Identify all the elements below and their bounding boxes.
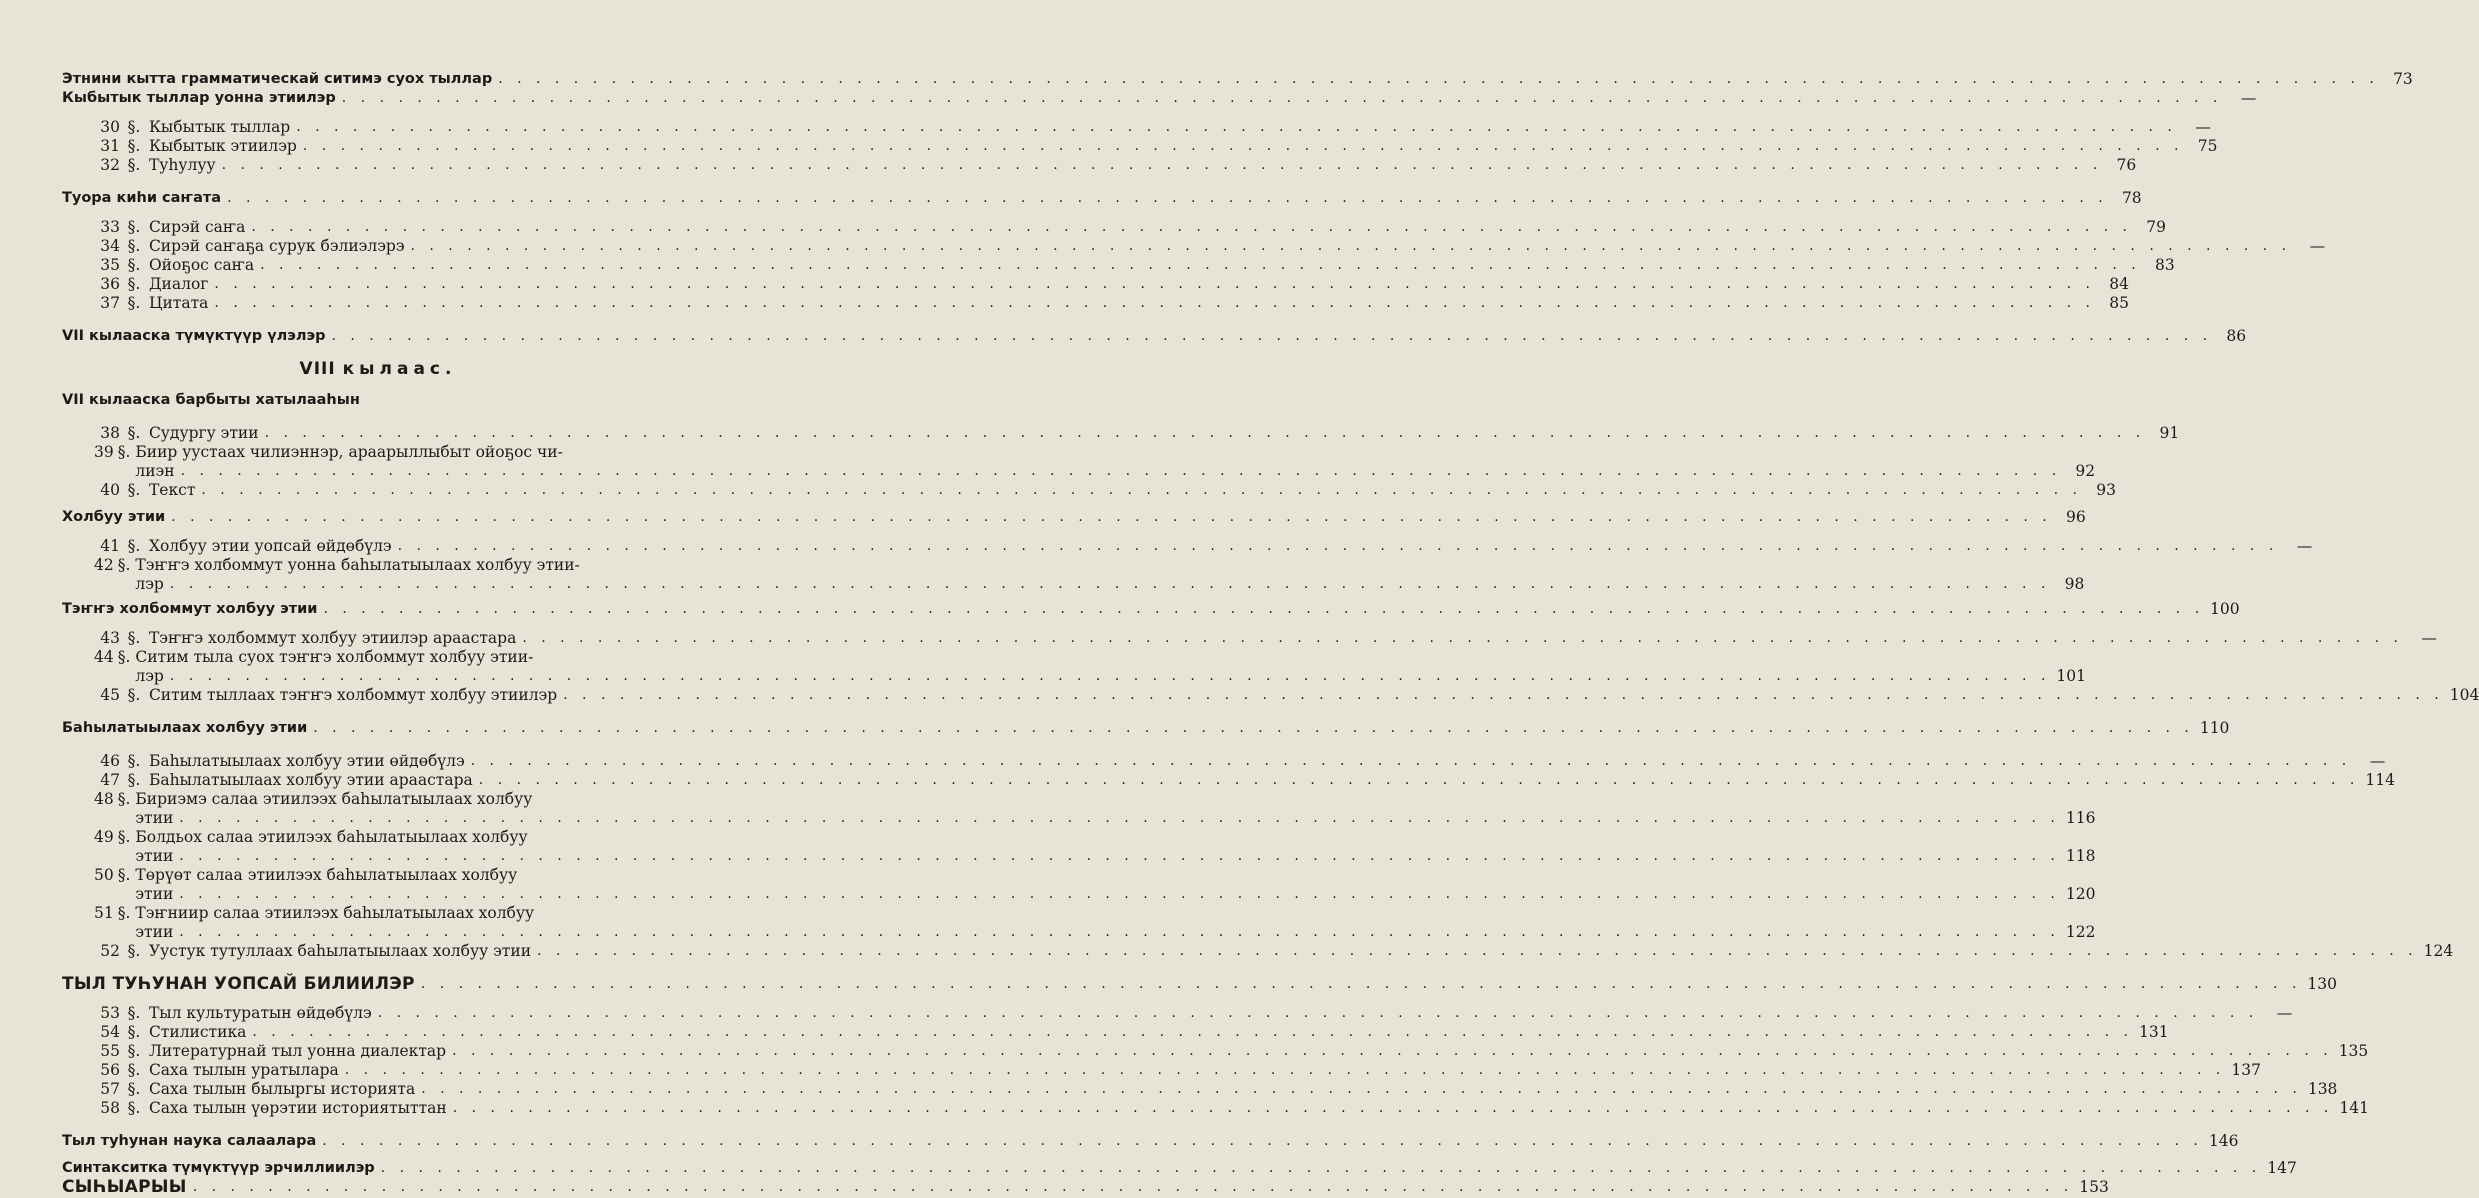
dot-leader xyxy=(193,1178,2074,1197)
paragraph-sign: §. xyxy=(117,556,131,574)
paragraph-number: 39 xyxy=(94,443,114,461)
entry-page: 153 xyxy=(2079,1178,2109,1196)
paragraph-number: 56 xyxy=(100,1061,120,1079)
paragraph-page: 83 xyxy=(2155,256,2175,274)
dot-leader xyxy=(479,771,2360,790)
entry-title: Этнини кытта грамматическай ситимэ суох тыллар xyxy=(62,71,493,87)
paragraph-sign: §. xyxy=(127,237,141,255)
entry-page: 78 xyxy=(2121,189,2142,207)
toc-paragraph xyxy=(62,648,2086,686)
entry-title: Туора киһи саҥата xyxy=(62,190,222,206)
toc-paragraph xyxy=(62,237,2326,256)
dot-leader xyxy=(201,481,2082,500)
dot-leader xyxy=(179,923,2060,942)
table-of-contents xyxy=(62,70,2479,1197)
paragraph-sign: §. xyxy=(127,1042,141,1060)
toc-entry xyxy=(62,1159,2297,1178)
paragraph-sign: §. xyxy=(127,1023,141,1041)
toc-entry xyxy=(62,70,2413,89)
paragraph-title-line2: этии xyxy=(135,809,174,827)
toc-entry xyxy=(62,1132,2239,1151)
dot-leader xyxy=(378,1004,2259,1023)
entry-page: 130 xyxy=(2307,975,2337,993)
paragraph-sign: §. xyxy=(127,118,141,136)
paragraph-sign: §. xyxy=(117,648,131,666)
paragraph-number: 51 xyxy=(94,904,114,922)
paragraph-title: Диалог xyxy=(148,275,209,293)
paragraph-page: 141 xyxy=(2339,1099,2369,1117)
dot-leader xyxy=(265,424,2146,443)
toc-paragraph xyxy=(62,218,2166,237)
toc-paragraph xyxy=(62,752,2386,771)
paragraph-number: 47 xyxy=(100,771,120,789)
entry-page: — xyxy=(2240,89,2257,107)
paragraph-title: Кыбытык тыллар xyxy=(148,118,291,136)
paragraph-page: 93 xyxy=(2096,481,2116,499)
toc-entry xyxy=(62,974,2337,994)
chapter-number: VIII xyxy=(299,359,336,379)
paragraph-page: 138 xyxy=(2307,1080,2338,1098)
paragraph-sign: §. xyxy=(127,686,141,704)
paragraph-sign: §. xyxy=(117,790,131,808)
toc-paragraph xyxy=(62,156,2137,175)
paragraph-title-line2: лэр xyxy=(135,575,164,593)
paragraph-page: 91 xyxy=(2159,424,2180,442)
paragraph-sign: §. xyxy=(127,771,141,789)
paragraph-title: Ситим тыллаах тэҥҥэ холбоммут холбуу этиилэр xyxy=(148,686,558,704)
paragraph-sign: §. xyxy=(117,828,131,846)
dot-leader xyxy=(170,667,2051,686)
entry-title: Синтакситка түмүктүүр эрчиллиилэр xyxy=(62,1160,375,1176)
paragraph-page: 135 xyxy=(2338,1042,2369,1060)
paragraph-number: 31 xyxy=(100,137,120,155)
paragraph-page: 118 xyxy=(2065,847,2096,865)
dot-leader xyxy=(398,537,2279,556)
entry-title: Кыбытык тыллар уонна этиилэр xyxy=(62,90,336,106)
paragraph-sign: §. xyxy=(127,752,141,770)
toc-paragraph xyxy=(62,424,2180,443)
paragraph-title: Сирэй саҥаҕа сурук бэлиэлэрэ xyxy=(148,237,405,255)
paragraph-number: 50 xyxy=(94,866,114,884)
paragraph-page: 92 xyxy=(2075,462,2096,480)
paragraph-title: Саха тылын былыргы историята xyxy=(148,1080,416,1098)
toc-paragraph xyxy=(62,790,2096,828)
paragraph-page: 75 xyxy=(2197,137,2218,155)
paragraph-title: Судургу этии xyxy=(148,424,259,442)
dot-leader xyxy=(453,1099,2334,1118)
paragraph-number: 55 xyxy=(100,1042,120,1060)
paragraph-title: Литературнай тыл уонна диалектар xyxy=(148,1042,447,1060)
paragraph-title: Ойоҕос саҥа xyxy=(148,256,255,274)
paragraph-page: 137 xyxy=(2231,1061,2261,1079)
paragraph-page: — xyxy=(2309,237,2326,255)
paragraph-sign: §. xyxy=(127,218,141,236)
toc-entry xyxy=(62,600,2240,619)
paragraph-page: 114 xyxy=(2365,771,2395,789)
dot-leader xyxy=(303,137,2184,156)
paragraph-title: Цитата xyxy=(148,294,209,312)
paragraph-number: 49 xyxy=(94,828,114,846)
toc-paragraph xyxy=(62,275,2130,294)
paragraph-sign: §. xyxy=(127,1080,141,1098)
paragraph-page: 98 xyxy=(2064,575,2085,593)
paragraph-title: Стилистика xyxy=(148,1023,247,1041)
toc-paragraph xyxy=(62,828,2096,866)
paragraph-sign: §. xyxy=(127,137,141,155)
paragraph-number: 30 xyxy=(100,118,120,136)
toc-paragraph xyxy=(62,1080,2338,1099)
paragraph-number: 33 xyxy=(100,218,120,236)
paragraph-page: 101 xyxy=(2056,667,2086,685)
paragraph-sign: §. xyxy=(127,481,141,499)
toc-paragraph xyxy=(62,256,2175,275)
paragraph-title: Уустук тутуллаах баһылатыылаах холбуу этии xyxy=(148,942,532,960)
paragraph-sign: §. xyxy=(127,1004,141,1022)
paragraph-sign: §. xyxy=(127,275,141,293)
toc-paragraph xyxy=(62,294,2130,313)
dot-leader xyxy=(498,70,2379,89)
paragraph-sign: §. xyxy=(117,904,131,922)
dot-leader xyxy=(563,686,2444,705)
paragraph-sign: §. xyxy=(117,866,131,884)
paragraph-title-line1: Болдьох салаа этиилээх баһылатыылаах холбуу xyxy=(135,828,528,846)
toc-paragraph xyxy=(62,771,2395,790)
dot-leader xyxy=(452,1042,2333,1061)
paragraph-number: 43 xyxy=(100,629,120,647)
toc-paragraph xyxy=(62,556,2085,594)
dot-leader xyxy=(537,942,2418,961)
paragraph-number: 40 xyxy=(100,481,120,499)
entry-page: 100 xyxy=(2210,600,2240,618)
toc-paragraph xyxy=(62,1042,2369,1061)
dot-leader xyxy=(471,752,2352,771)
paragraph-sign: §. xyxy=(117,443,131,461)
dot-leader xyxy=(179,885,2060,904)
paragraph-page: 79 xyxy=(2146,218,2166,236)
paragraph-sign: §. xyxy=(127,256,141,274)
paragraph-number: 35 xyxy=(100,256,120,274)
dot-leader xyxy=(251,218,2132,237)
dot-leader xyxy=(322,1132,2203,1151)
toc-entry xyxy=(62,508,2086,527)
paragraph-number: 32 xyxy=(100,156,120,174)
paragraph-title: Саха тылын үөрэтии историятыттан xyxy=(148,1099,447,1117)
dot-leader xyxy=(522,629,2403,648)
paragraph-title: Саха тылын уратылара xyxy=(148,1061,339,1079)
paragraph-sign: §. xyxy=(127,424,141,442)
toc-entry xyxy=(62,1177,2109,1197)
toc-paragraph xyxy=(62,137,2218,156)
paragraph-number: 37 xyxy=(100,294,120,312)
entry-page: 110 xyxy=(2199,719,2230,737)
paragraph-title-line2: этии xyxy=(135,847,174,865)
dot-leader xyxy=(179,847,2060,866)
entry-title: Баһылатыылаах холбуу этии xyxy=(62,720,308,736)
paragraph-number: 36 xyxy=(100,275,120,293)
toc-paragraph xyxy=(62,1099,2369,1118)
toc-paragraph xyxy=(62,118,2211,137)
paragraph-number: 57 xyxy=(100,1080,120,1098)
toc-paragraph xyxy=(62,443,2096,481)
paragraph-number: 58 xyxy=(100,1099,120,1117)
toc-paragraph xyxy=(62,1023,2169,1042)
entry-title: Тэҥҥэ холбоммут холбуу этии xyxy=(62,601,318,617)
toc-paragraph xyxy=(62,481,2116,500)
paragraph-title: Текст xyxy=(148,481,196,499)
toc-paragraph xyxy=(62,866,2096,904)
entry-title: VII кылааска барбыты хатылааһын xyxy=(62,392,360,408)
chapter-word: кылаас. xyxy=(342,359,457,379)
paragraph-number: 48 xyxy=(94,790,114,808)
dot-leader xyxy=(411,237,2292,256)
paragraph-number: 54 xyxy=(100,1023,120,1041)
dot-leader xyxy=(342,89,2223,108)
dot-leader xyxy=(214,294,2095,313)
toc-entry xyxy=(62,327,2247,346)
toc-paragraph xyxy=(62,942,2454,961)
toc-entry xyxy=(62,189,2142,208)
paragraph-page: 84 xyxy=(2109,275,2130,293)
paragraph-title-line2: этии xyxy=(135,923,174,941)
paragraph-page: 104 xyxy=(2449,686,2479,704)
toc-entry xyxy=(62,89,2257,108)
paragraph-title-line1: Тэҥниир салаа этиилээх баһылатыылаах холбуу xyxy=(135,904,535,922)
paragraph-page: — xyxy=(2296,537,2313,555)
entry-title: ТЫЛ ТУҺУНАН УОПСАЙ БИЛИИЛЭР xyxy=(62,974,415,994)
paragraph-number: 45 xyxy=(100,686,120,704)
toc-entry xyxy=(62,719,2230,738)
paragraph-sign: §. xyxy=(127,629,141,647)
paragraph-page: 122 xyxy=(2065,923,2096,941)
paragraph-page: 76 xyxy=(2116,156,2137,174)
dot-leader xyxy=(260,256,2141,275)
toc-paragraph xyxy=(62,537,2313,556)
entry-title: СЫҺЫАРЫЫ xyxy=(62,1177,187,1197)
entry-title: Тыл туһунан наука салаалара xyxy=(62,1133,317,1149)
dot-leader xyxy=(252,1023,2133,1042)
toc-paragraph xyxy=(62,686,2479,705)
dot-leader xyxy=(323,600,2204,619)
dot-leader xyxy=(381,1159,2262,1178)
dot-leader xyxy=(421,1080,2302,1099)
paragraph-title: Тыл культуратын өйдөбүлэ xyxy=(148,1004,372,1022)
paragraph-title: Баһылатыылаах холбуу этии араастара xyxy=(148,771,473,789)
paragraph-page: 131 xyxy=(2139,1023,2169,1041)
dot-leader xyxy=(181,462,2062,481)
dot-leader xyxy=(171,508,2052,527)
dot-leader xyxy=(170,575,2051,594)
dot-leader xyxy=(227,189,2108,208)
paragraph-sign: §. xyxy=(127,1099,141,1117)
paragraph-page: — xyxy=(2421,629,2437,647)
paragraph-page: — xyxy=(2369,752,2386,770)
paragraph-title-line1: Ситим тыла суох тэҥҥэ холбоммут холбуу этии- xyxy=(135,648,534,666)
dot-leader xyxy=(214,275,2095,294)
toc-paragraph xyxy=(62,1061,2261,1080)
paragraph-number: 44 xyxy=(94,648,114,666)
paragraph-title-line1: Тэҥҥэ холбоммут уонна баһылатыылаах холбуу этии- xyxy=(135,556,580,574)
paragraph-number: 53 xyxy=(100,1004,120,1022)
dot-leader xyxy=(222,156,2103,175)
entry-page: 146 xyxy=(2208,1132,2239,1150)
paragraph-sign: §. xyxy=(127,1061,141,1079)
paragraph-title: Сирэй саҥа xyxy=(148,218,246,236)
paragraph-page: 85 xyxy=(2109,294,2130,312)
entry-page: 96 xyxy=(2066,508,2086,526)
paragraph-number: 38 xyxy=(100,424,120,442)
paragraph-page: — xyxy=(2195,118,2211,136)
paragraph-number: 52 xyxy=(100,942,120,960)
paragraph-sign: §. xyxy=(127,537,141,555)
paragraph-title: Баһылатыылаах холбуу этии өйдөбүлэ xyxy=(148,752,465,770)
entry-title: VII кылааска түмүктүүр үлэлэр xyxy=(62,328,326,344)
paragraph-sign: §. xyxy=(127,942,141,960)
paragraph-title-line1: Биир уустаах чилиэннэр, араарыллыбыт ойоҕос чи- xyxy=(135,443,563,461)
paragraph-title-line2: лэр xyxy=(135,667,164,685)
dot-leader xyxy=(345,1061,2226,1080)
paragraph-page: — xyxy=(2276,1004,2293,1022)
paragraph-number: 34 xyxy=(100,237,120,255)
dot-leader xyxy=(331,327,2212,346)
paragraph-title-line2: этии xyxy=(135,885,174,903)
paragraph-number: 46 xyxy=(100,752,120,770)
entry-page: 73 xyxy=(2393,70,2413,88)
paragraph-sign: §. xyxy=(127,156,141,174)
paragraph-title: Туһулуу xyxy=(148,156,216,174)
dot-leader xyxy=(296,118,2177,137)
entry-page: 147 xyxy=(2267,1159,2297,1177)
paragraph-title: Тэҥҥэ холбоммут холбуу этиилэр араастара xyxy=(148,629,517,647)
paragraph-number: 41 xyxy=(100,537,120,555)
paragraph-title-line1: Бириэмэ салаа этиилээх баһылатыылаах холбуу xyxy=(135,790,533,808)
paragraph-sign: §. xyxy=(127,294,141,312)
toc-entry xyxy=(62,391,694,410)
dot-leader xyxy=(179,809,2060,828)
entry-page: 86 xyxy=(2226,327,2247,345)
chapter-heading xyxy=(62,360,694,379)
dot-leader xyxy=(421,975,2302,994)
toc-paragraph xyxy=(62,1004,2293,1023)
paragraph-page: 120 xyxy=(2065,885,2096,903)
paragraph-number: 42 xyxy=(94,556,114,574)
paragraph-page: 116 xyxy=(2065,809,2096,827)
paragraph-title: Холбуу этии уопсай өйдөбүлэ xyxy=(148,537,392,555)
paragraph-title: Кыбытык этиилэр xyxy=(148,137,297,155)
paragraph-page: 124 xyxy=(2423,942,2454,960)
toc-paragraph xyxy=(62,904,2096,942)
paragraph-title-line1: Төрүөт салаа этиилээх баһылатыылаах холбуу xyxy=(135,866,518,884)
entry-title: Холбуу этии xyxy=(62,509,166,525)
paragraph-title-line2: лиэн xyxy=(135,462,175,480)
dot-leader xyxy=(313,719,2194,738)
toc-paragraph xyxy=(62,629,2437,648)
